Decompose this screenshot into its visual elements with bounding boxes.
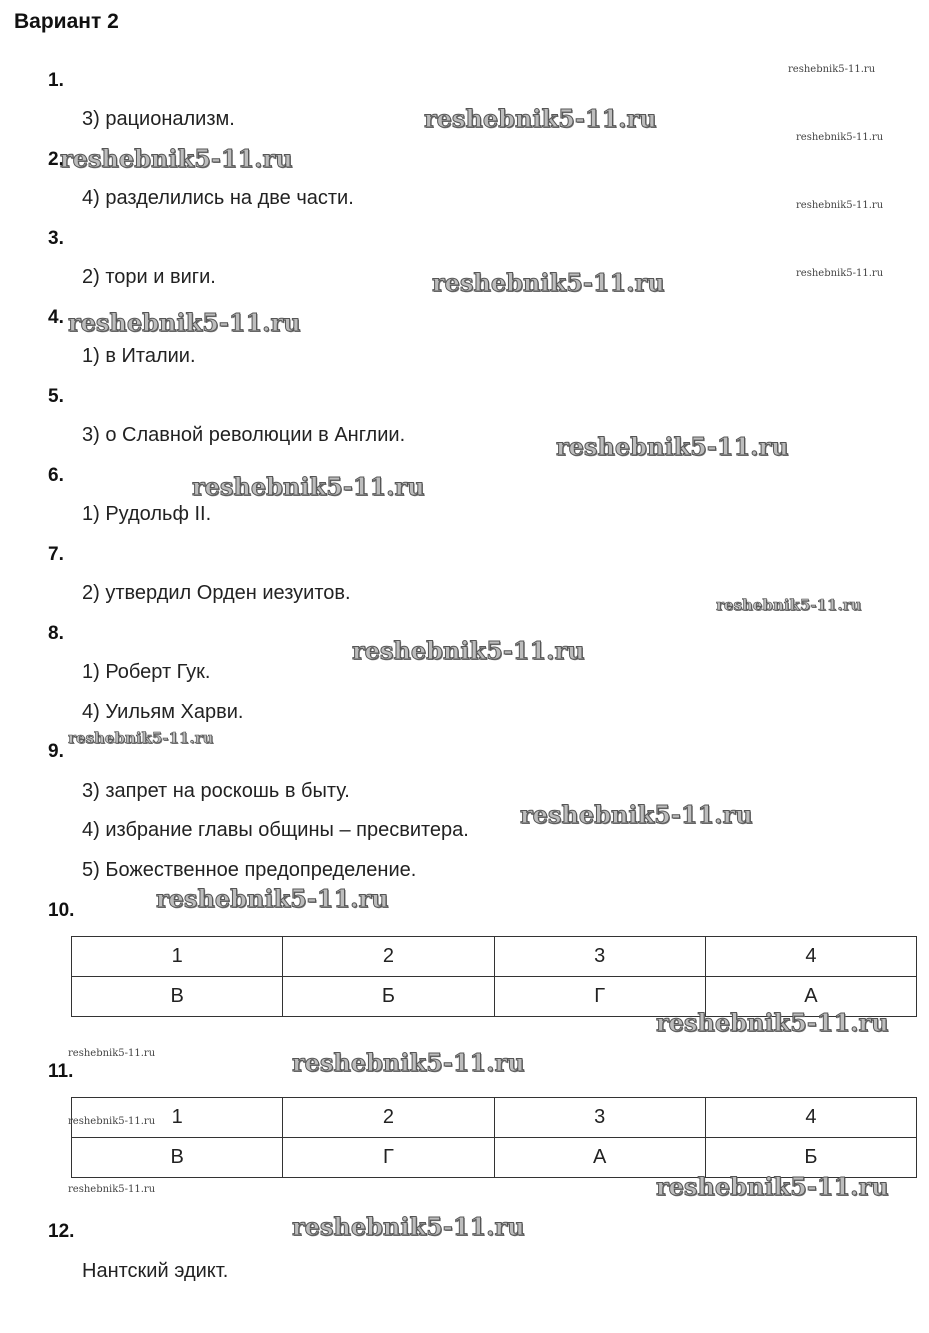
watermark: reshebnik5-11.ru — [192, 472, 425, 501]
answer-text: Нантский эдикт. — [82, 1260, 229, 1282]
question-number: 12. — [48, 1221, 75, 1242]
answer-text: 2) тори и виги. — [82, 266, 216, 288]
page-title: Вариант 2 — [14, 10, 119, 33]
question-number: 8. — [48, 623, 64, 644]
table-cell: Б — [283, 977, 494, 1017]
watermark: reshebnik5-11.ru — [556, 432, 789, 461]
answer-text: 4) разделились на две части. — [82, 187, 354, 209]
answer-text: 1) в Италии. — [82, 345, 196, 367]
answer-table-10 — [71, 936, 917, 1017]
watermark: reshebnik5-11.ru — [432, 268, 665, 297]
table-cell: 3 — [494, 1098, 705, 1138]
watermark: reshebnik5-11.ru — [68, 729, 214, 747]
watermark: reshebnik5-11.ru — [60, 144, 293, 173]
table-cell: Г — [283, 1138, 494, 1178]
table-cell: А — [705, 977, 916, 1017]
watermark: reshebnik5-11.ru — [656, 1172, 889, 1201]
question-number: 6. — [48, 465, 64, 486]
answer-text: 4) Уильям Харви. — [82, 701, 244, 723]
watermark: reshebnik5-11.ru — [68, 308, 301, 337]
question-number: 2. — [48, 149, 64, 170]
table-cell: 3 — [494, 937, 705, 977]
answer-text: 4) избрание главы общины – пресвитера. — [82, 819, 469, 841]
question-number: 10. — [48, 900, 75, 921]
question-number: 9. — [48, 741, 64, 762]
answer-table-11 — [71, 1097, 917, 1178]
question-number: 4. — [48, 307, 64, 328]
question-number: 1. — [48, 70, 64, 91]
watermark: reshebnik5-11.ru — [352, 636, 585, 665]
watermark: reshebnik5-11.ru — [292, 1048, 525, 1077]
watermark: reshebnik5-11.ru — [68, 1184, 156, 1195]
table-cell: В — [72, 977, 283, 1017]
question-number: 11. — [48, 1061, 74, 1082]
answer-text: 3) о Славной революции в Англии. — [82, 424, 406, 446]
watermark: reshebnik5-11.ru — [796, 200, 884, 211]
question-number: 3. — [48, 228, 64, 249]
answer-text: 3) запрет на роскошь в быту. — [82, 780, 350, 802]
watermark: reshebnik5-11.ru — [424, 104, 657, 133]
table-header-row — [72, 937, 917, 977]
table-cell: 1 — [72, 1098, 283, 1138]
watermark: reshebnik5-11.ru — [716, 596, 862, 614]
table-cell: В — [72, 1138, 283, 1178]
table-cell: 2 — [283, 937, 494, 977]
watermark: reshebnik5-11.ru — [656, 1008, 889, 1037]
watermark: reshebnik5-11.ru — [788, 64, 876, 75]
answer-text: 1) Роберт Гук. — [82, 661, 211, 683]
question-number: 5. — [48, 386, 64, 407]
watermark: reshebnik5-11.ru — [68, 1116, 156, 1127]
answer-text: 3) рационализм. — [82, 108, 235, 130]
table-header-row — [72, 1098, 917, 1138]
watermark: reshebnik5-11.ru — [520, 800, 753, 829]
table-cell: 2 — [283, 1098, 494, 1138]
table-cell: 4 — [705, 1098, 916, 1138]
watermark: reshebnik5-11.ru — [796, 132, 884, 143]
table-cell: А — [494, 1138, 705, 1178]
watermark: reshebnik5-11.ru — [292, 1212, 525, 1241]
watermark: reshebnik5-11.ru — [156, 884, 389, 913]
table-cell: 4 — [705, 937, 916, 977]
question-number: 7. — [48, 544, 64, 565]
watermark: reshebnik5-11.ru — [68, 1048, 156, 1059]
watermark: reshebnik5-11.ru — [796, 268, 884, 279]
answer-text: 1) Рудольф II. — [82, 503, 212, 525]
table-cell: 1 — [72, 937, 283, 977]
table-cell: Б — [705, 1138, 916, 1178]
table-cell: Г — [494, 977, 705, 1017]
answer-text: 2) утвердил Орден иезуитов. — [82, 582, 351, 604]
answer-text: 5) Божественное предопределение. — [82, 859, 417, 881]
